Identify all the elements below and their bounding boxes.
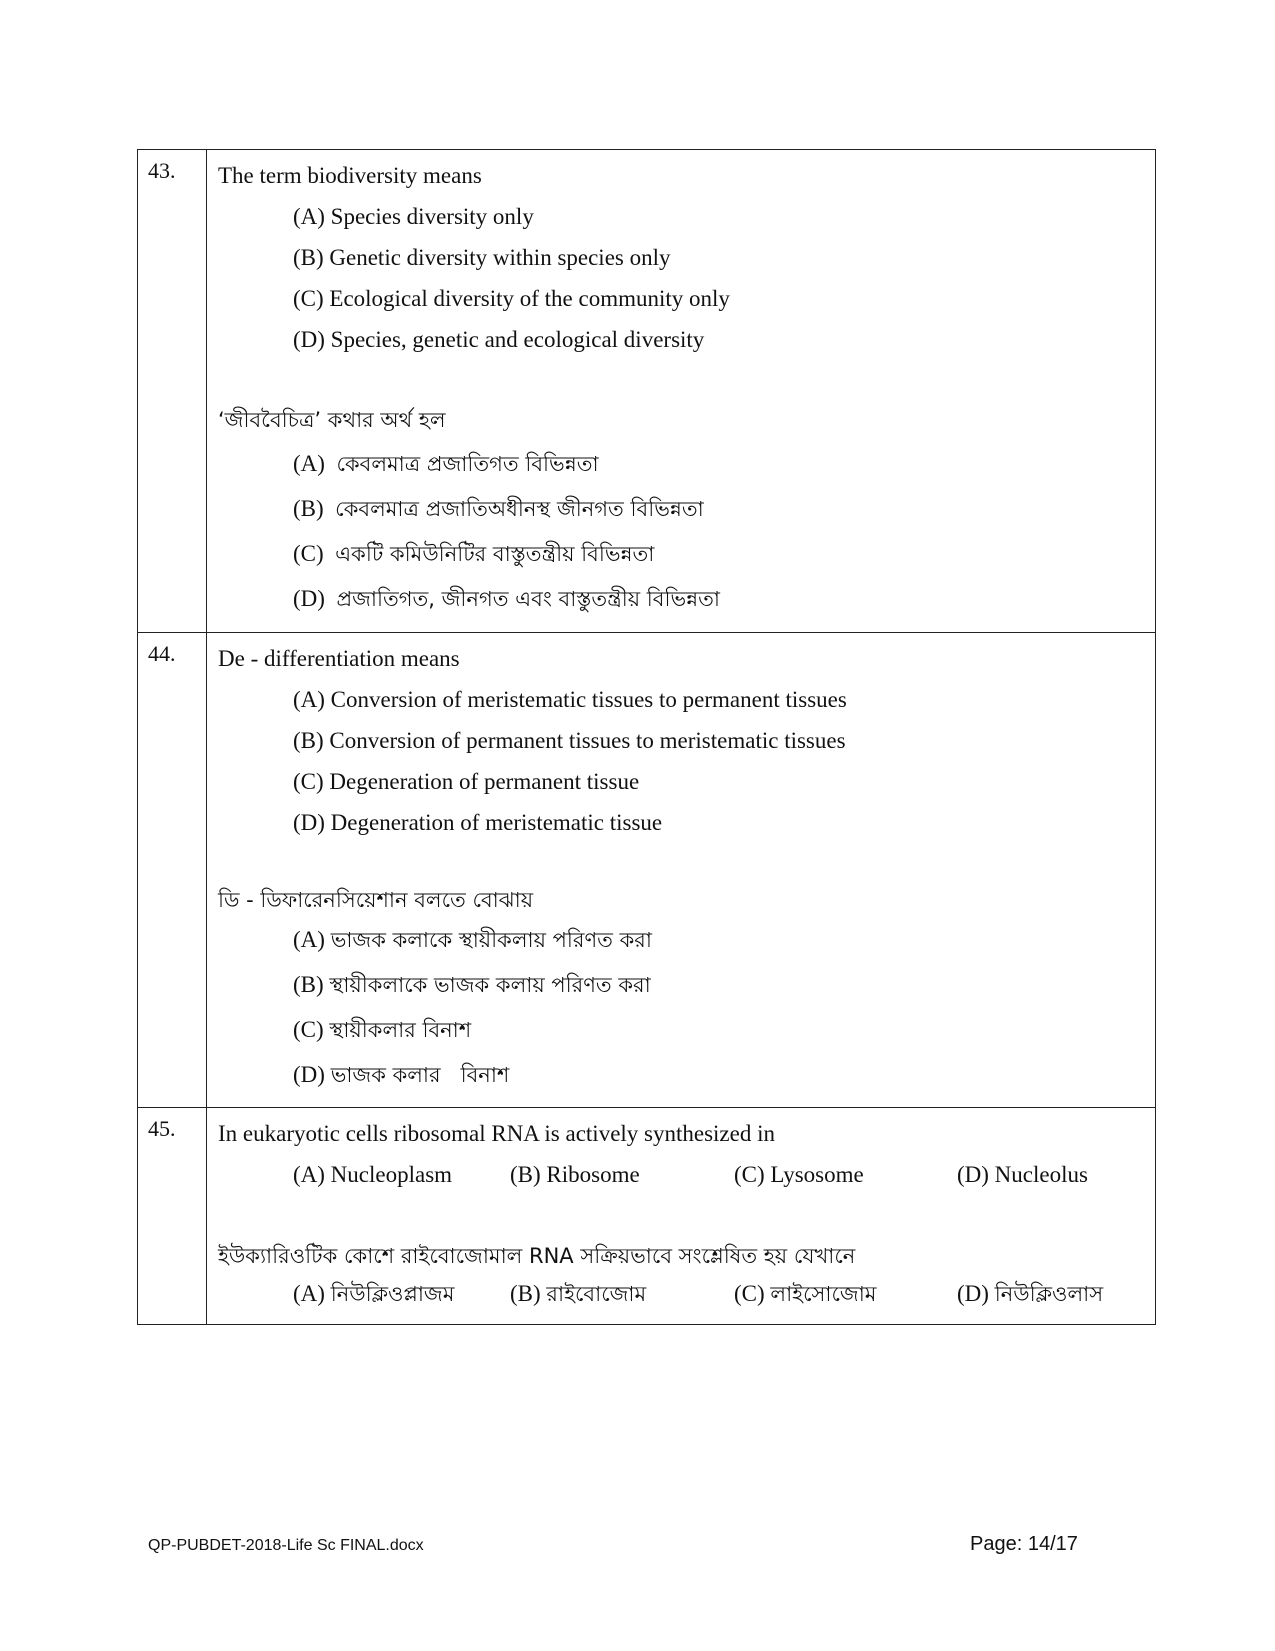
option-text: রাইবোজোম bbox=[546, 1282, 647, 1306]
option-c-bn bbox=[734, 1273, 876, 1315]
option-text: ভাজক কলাকে স্থায়ীকলায় পরিণত করা bbox=[330, 928, 652, 952]
option-b-bn bbox=[218, 962, 1155, 1007]
option-label: (C) bbox=[293, 1017, 324, 1042]
option-label: (A) bbox=[293, 927, 325, 952]
option-text: স্থায়ীকলার বিনাশ bbox=[329, 1018, 472, 1042]
option-b-en: (B) Ribosome bbox=[510, 1162, 640, 1187]
option-label: (B) bbox=[293, 972, 324, 997]
option-d-en: (D) Degeneration of meristematic tissue bbox=[293, 810, 663, 835]
question-row-44 bbox=[138, 633, 1156, 1108]
option-text: কেবলমাত্র প্রজাতিঅধীনস্থ জীনগত বিভিন্নতা bbox=[335, 497, 704, 521]
option-d-en: (D) Nucleolus bbox=[957, 1162, 1088, 1187]
option-label: (C) bbox=[734, 1281, 765, 1306]
option-text: নিউক্লিওপ্লাজম bbox=[330, 1282, 455, 1306]
footer-filename: QP-PUBDET-2018-Life Sc FINAL.docx bbox=[148, 1537, 424, 1554]
question-stem-bn: ‘জীববৈচিত্র’ কথার অর্থ হল bbox=[218, 408, 446, 432]
option-d-bn bbox=[218, 576, 1155, 621]
question-stem-en: The term biodiversity means bbox=[218, 163, 482, 188]
question-number: 45. bbox=[138, 1108, 207, 1325]
option-b-bn bbox=[218, 486, 1155, 531]
option-text: ভাজক কলার বিনাশ bbox=[330, 1063, 510, 1087]
option-text: নিউক্লিওলাস bbox=[994, 1282, 1104, 1306]
option-c-bn bbox=[218, 1007, 1155, 1052]
option-label: (B) bbox=[293, 496, 324, 521]
options-row-bn bbox=[218, 1273, 1155, 1314]
question-body bbox=[207, 1108, 1156, 1325]
question-row-43 bbox=[138, 150, 1156, 633]
option-label: (B) bbox=[510, 1281, 541, 1306]
question-stem-bn: ইউক্যারিওটিক কোশে রাইবোজোমাল RNA সক্রিয়ভাবে সংশ্লেষিত হয় যেখানে bbox=[218, 1244, 856, 1268]
option-c-en: (C) Lysosome bbox=[734, 1162, 864, 1187]
question-row-45 bbox=[138, 1108, 1156, 1325]
option-c-bn bbox=[218, 531, 1155, 576]
option-b-en: (B) Conversion of permanent tissues to meristematic tissues bbox=[293, 728, 846, 753]
option-a-bn bbox=[218, 441, 1155, 486]
option-text: কেবলমাত্র প্রজাতিগত বিভিন্নতা bbox=[336, 452, 599, 476]
question-stem-en: In eukaryotic cells ribosomal RNA is actively synthesized in bbox=[218, 1121, 775, 1146]
option-label: (D) bbox=[957, 1281, 989, 1306]
footer-page-number: Page: 14/17 bbox=[970, 1533, 1078, 1555]
question-number: 44. bbox=[138, 633, 207, 1108]
options-row-en bbox=[218, 1154, 1155, 1195]
option-a-bn bbox=[218, 917, 1155, 962]
option-d-bn bbox=[218, 1052, 1155, 1097]
option-b-bn bbox=[510, 1273, 646, 1315]
option-a-bn bbox=[293, 1273, 454, 1315]
question-stem-bn: ডি - ডিফারেনসিয়েশান বলতে বোঝায় bbox=[218, 888, 534, 912]
option-text: প্রজাতিগত, জীনগত এবং বাস্তুতন্ত্রীয় বিভিন্নতা bbox=[336, 587, 720, 611]
option-text: লাইসোজোম bbox=[770, 1282, 877, 1306]
option-label: (C) bbox=[293, 541, 324, 566]
option-a-en: (A) Conversion of meristematic tissues to permanent tissues bbox=[293, 687, 847, 712]
question-table bbox=[137, 149, 1156, 1325]
option-d-bn bbox=[957, 1273, 1103, 1315]
option-text: একটি কমিউনিটির বাস্তুতন্ত্রীয় বিভিন্নতা bbox=[335, 542, 655, 566]
option-a-en: (A) Species diversity only bbox=[293, 204, 534, 229]
option-label: (A) bbox=[293, 451, 325, 476]
option-d-en: (D) Species, genetic and ecological diversity bbox=[293, 327, 705, 352]
question-number: 43. bbox=[138, 150, 207, 633]
option-c-en: (C) Degeneration of permanent tissue bbox=[293, 769, 640, 794]
question-body bbox=[207, 633, 1156, 1108]
option-label: (D) bbox=[293, 1062, 325, 1087]
option-label: (A) bbox=[293, 1281, 325, 1306]
option-a-en: (A) Nucleoplasm bbox=[293, 1162, 453, 1187]
option-text: স্থায়ীকলাকে ভাজক কলায় পরিণত করা bbox=[329, 973, 651, 997]
option-label: (D) bbox=[293, 586, 325, 611]
option-c-en: (C) Ecological diversity of the community only bbox=[293, 286, 730, 311]
question-stem-en: De - differentiation means bbox=[218, 646, 460, 671]
question-body bbox=[207, 150, 1156, 633]
option-b-en: (B) Genetic diversity within species only bbox=[293, 245, 671, 270]
